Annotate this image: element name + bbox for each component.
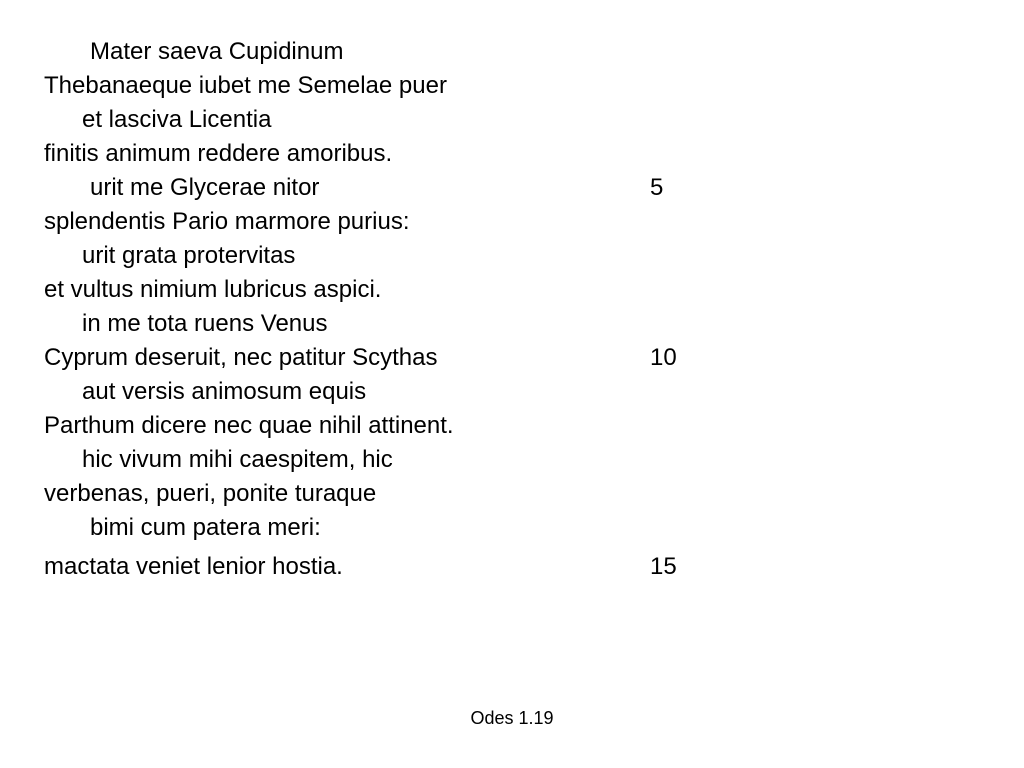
poem-line-1: Mater saeva Cupidinum [90, 38, 344, 65]
poem-line-11: aut versis animosum equis [82, 378, 367, 405]
poem-line-8: et vultus nimium lubricus aspici. [44, 276, 382, 303]
poem-line-13: hic vivum mihi caespitem, hic [82, 446, 393, 473]
poem-line-10: Cyprum deseruit, nec patitur Scythas [44, 344, 438, 371]
poem-line-3: et lasciva Licentia [82, 106, 272, 133]
poem-line-15: bimi cum patera meri: [90, 514, 321, 541]
line-number-5: 5 [650, 174, 664, 201]
poem-line-9: in me tota ruens Venus [82, 310, 328, 337]
poem-caption: Odes 1.19 [470, 708, 554, 728]
line-number-15: 15 [650, 553, 677, 580]
poem-line-2: Thebanaeque iubet me Semelae puer [44, 72, 447, 99]
line-number-10: 10 [650, 344, 677, 371]
poem-line-12: Parthum dicere nec quae nihil attinent. [44, 412, 454, 439]
poem-line-16: mactata veniet lenior hostia. [44, 553, 343, 580]
poem-line-7: urit grata protervitas [82, 242, 296, 269]
poem-line-6: splendentis Pario marmore purius: [44, 208, 410, 235]
poem-line-5: urit me Glycerae nitor [90, 174, 320, 201]
poem-line-14: verbenas, pueri, ponite turaque [44, 480, 377, 507]
poem-line-4: finitis animum reddere amoribus. [44, 140, 393, 167]
